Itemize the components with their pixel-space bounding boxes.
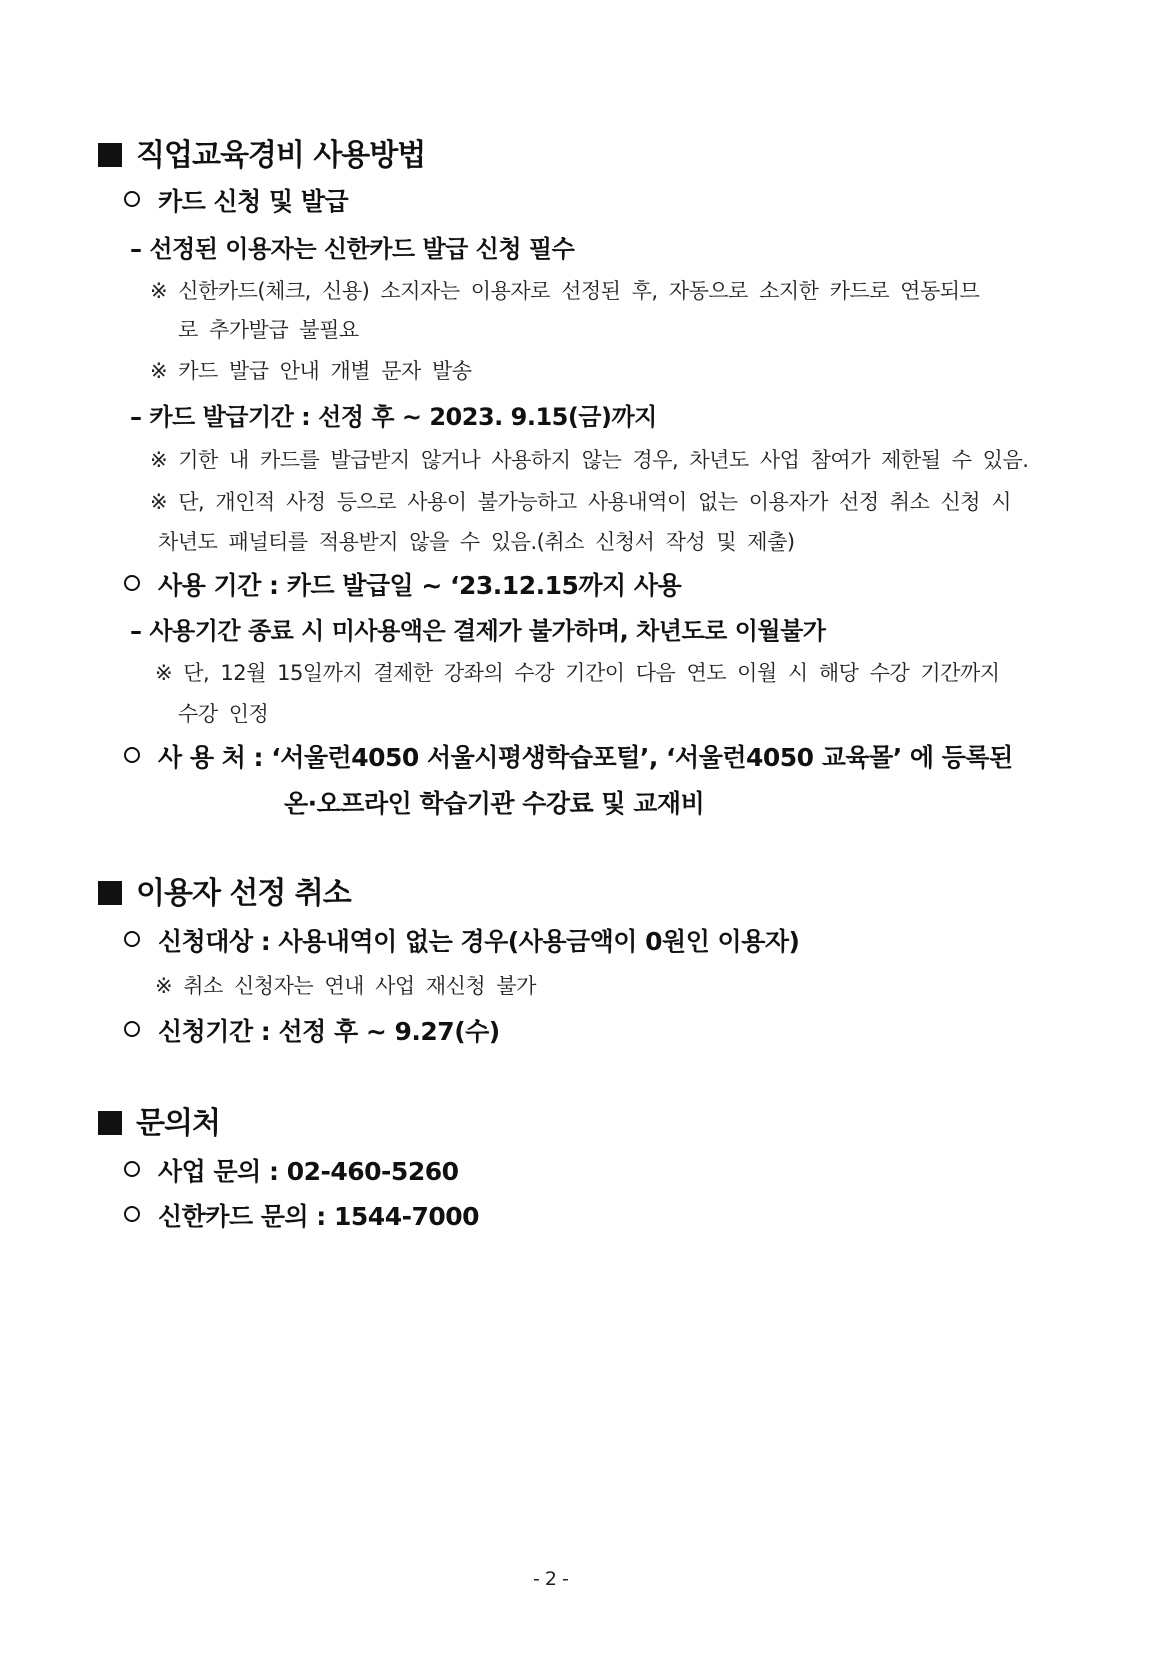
item-text: 신청대상 : 사용내역이 없는 경우(사용금액이 0원인 이용자) bbox=[158, 927, 800, 956]
dash-bullet: – bbox=[130, 235, 150, 263]
section-heading-cancel bbox=[98, 868, 351, 912]
item-text: 사업 문의 : 02-460-5260 bbox=[158, 1157, 459, 1186]
item-text: 신청기간 : 선정 후 ~ 9.27(수) bbox=[158, 1017, 500, 1046]
dash-bullet: – bbox=[130, 403, 150, 431]
note-existing-card-1: ※ 신한카드(체크, 신용) 소지자는 이용자로 선정된 후, 자동으로 소지한 카드로 연동되므 bbox=[150, 279, 980, 303]
item-text: 카드 발급기간 : 선정 후 ~ 2023. 9.15(금)까지 bbox=[149, 403, 657, 431]
item-text: 사용 기간 : 카드 발급일 ~ ‘23.12.15까지 사용 bbox=[158, 571, 682, 600]
note-exception-1: ※ 단, 개인적 사정 등으로 사용이 불가능하고 사용내역이 없는 이용자가 선정 취소 신청 시 bbox=[150, 490, 1012, 514]
circle-bullet-icon bbox=[124, 931, 140, 947]
section-heading-usage bbox=[98, 130, 425, 174]
page-number: - 2 - bbox=[533, 1568, 569, 1590]
item-contact-shinhan bbox=[124, 1197, 479, 1233]
dash-bullet: – bbox=[130, 617, 150, 645]
note-existing-card-2: 로 추가발급 불필요 bbox=[178, 318, 359, 342]
item-text: 신한카드 문의 : 1544-7000 bbox=[158, 1202, 480, 1231]
note-reapply: ※ 취소 신청자는 연내 사업 재신청 불가 bbox=[155, 974, 536, 998]
square-bullet-icon bbox=[98, 143, 122, 167]
item-text: 선정된 이용자는 신한카드 발급 신청 필수 bbox=[149, 235, 575, 263]
item-card-apply bbox=[124, 182, 348, 218]
circle-bullet-icon bbox=[124, 1206, 140, 1222]
item-usage-place bbox=[124, 738, 1013, 774]
circle-bullet-icon bbox=[124, 1021, 140, 1037]
note-exception-2: 차년도 패널티를 적용받지 않을 수 있음.(취소 신청서 작성 및 제출) bbox=[158, 530, 795, 554]
item-usage-place-cont: 온·오프라인 학습기관 수강료 및 교재비 bbox=[284, 789, 705, 818]
item-contact-business bbox=[124, 1152, 459, 1188]
section-heading-contact bbox=[98, 1098, 220, 1142]
square-bullet-icon bbox=[98, 881, 122, 905]
circle-bullet-icon bbox=[124, 191, 140, 207]
note-penalty: ※ 기한 내 카드를 발급받지 않거나 사용하지 않는 경우, 차년도 사업 참여가 제한될 수 있음. bbox=[150, 448, 1029, 472]
circle-bullet-icon bbox=[124, 747, 140, 763]
item-cancel-period bbox=[124, 1012, 500, 1048]
item-unused-balance bbox=[130, 611, 825, 646]
item-text: 사 용 처 : ‘서울런4050 서울시평생학습포털’, ‘서울런4050 교육몰’ 에 등록된 bbox=[158, 743, 1013, 772]
item-issue-period bbox=[130, 397, 657, 432]
item-text: 사용기간 종료 시 미사용액은 결제가 불가하며, 차년도로 이월불가 bbox=[149, 617, 826, 645]
item-use-period bbox=[124, 566, 681, 602]
circle-bullet-icon bbox=[124, 1161, 140, 1177]
heading-text: 이용자 선정 취소 bbox=[136, 876, 351, 911]
square-bullet-icon bbox=[98, 1111, 122, 1135]
item-selected-required bbox=[130, 229, 574, 264]
item-cancel-target bbox=[124, 922, 799, 958]
note-course-2: 수강 인정 bbox=[178, 702, 269, 726]
circle-bullet-icon bbox=[124, 575, 140, 591]
heading-text: 문의처 bbox=[136, 1106, 220, 1141]
note-sms: ※ 카드 발급 안내 개별 문자 발송 bbox=[150, 359, 472, 383]
item-text: 카드 신청 및 발급 bbox=[158, 187, 349, 216]
note-course-1: ※ 단, 12월 15일까지 결제한 강좌의 수강 기간이 다음 연도 이월 시 해당 수강 기간까지 bbox=[155, 661, 1000, 685]
heading-text: 직업교육경비 사용방법 bbox=[136, 138, 426, 173]
